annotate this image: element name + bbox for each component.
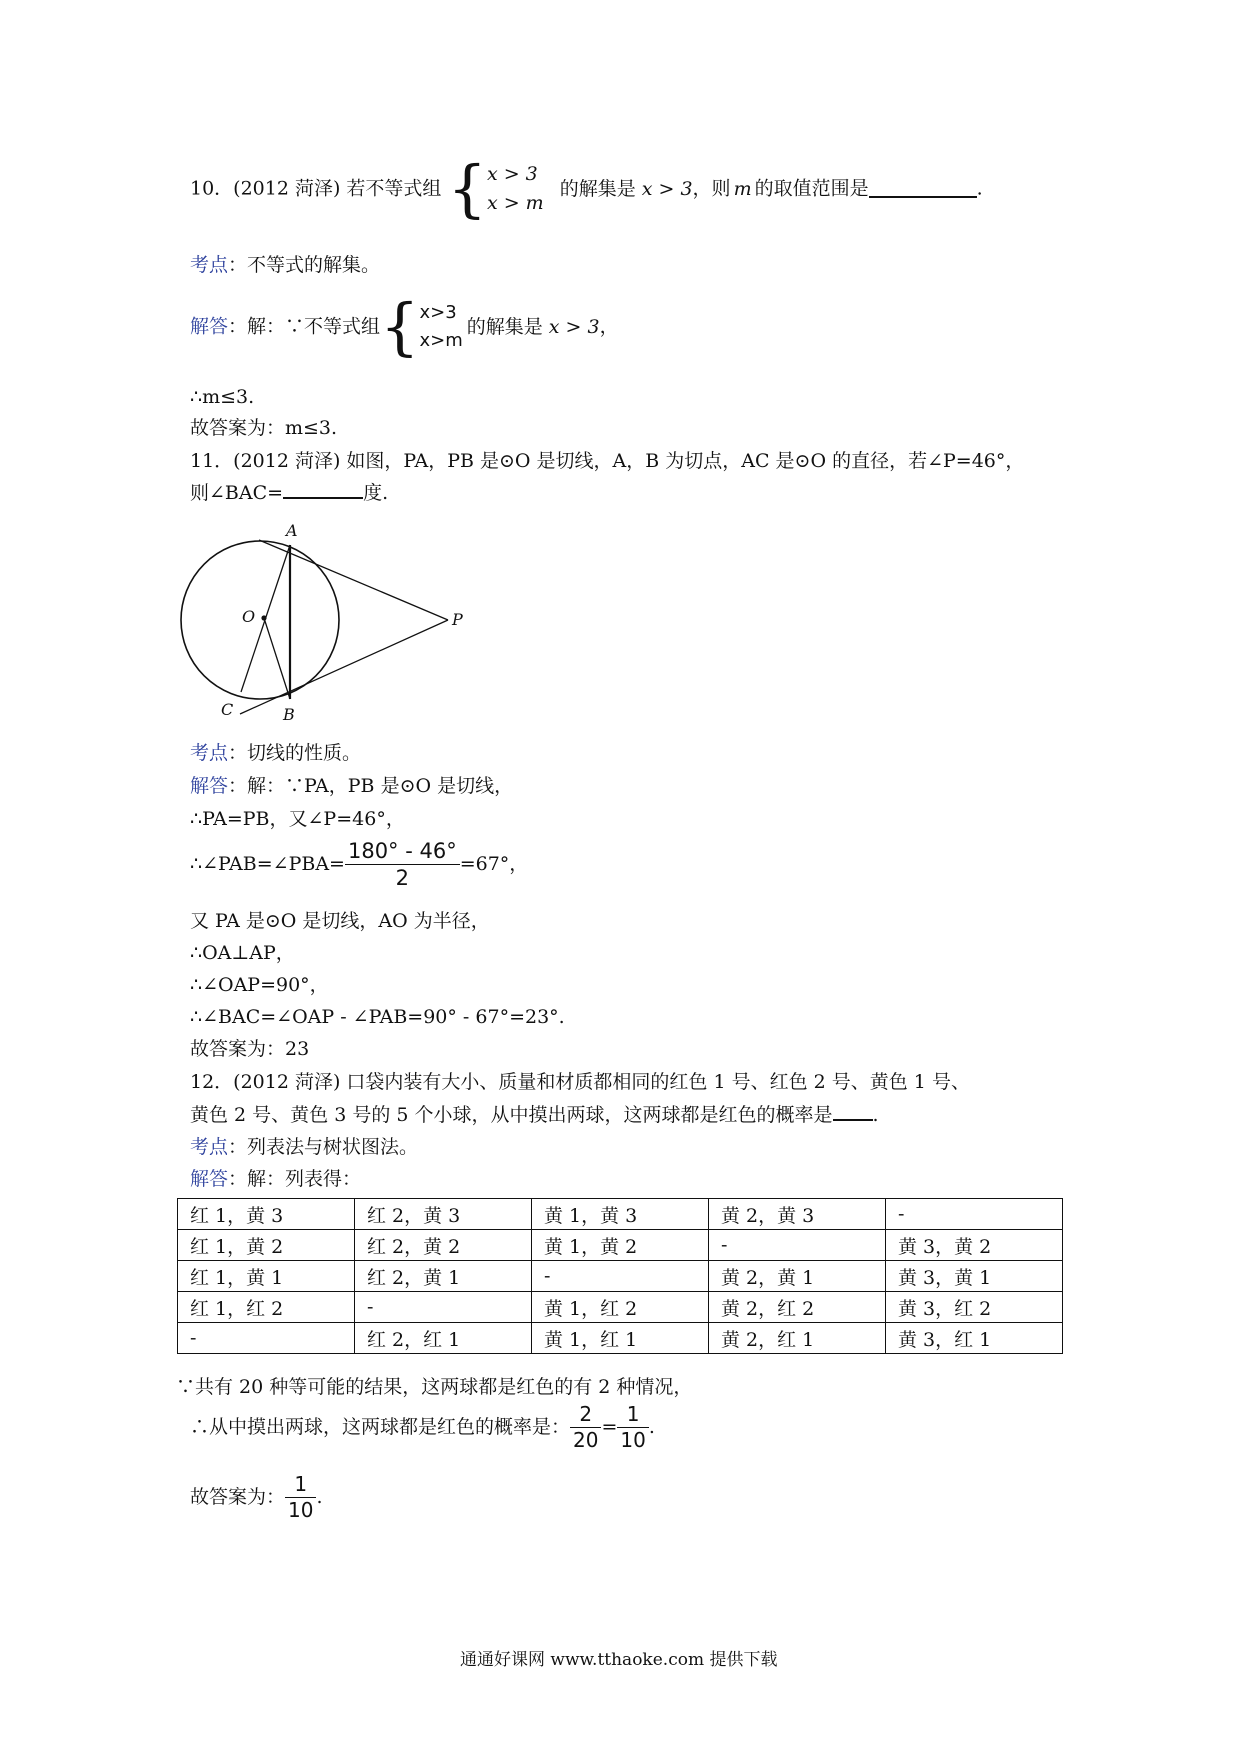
q12-prob-den1: 20 [573,1428,599,1452]
q10-question-prefix: 10．(2012 菏泽) 若不等式组 [190,177,442,200]
q11-answer-blank [283,497,363,499]
q12-answer-period: . [316,1486,323,1508]
q12-kaodian-label: 考点 [190,1136,229,1158]
q12-probability-line [190,1404,655,1460]
q12-prob-den2: 10 [620,1428,646,1452]
q12-prob-fraction-2 [617,1404,648,1451]
q10-jieda-label: 解答 [190,315,229,338]
q12-answer-den: 10 [288,1498,314,1522]
q12-total-line: ∵共有 20 种等可能的结果，这两球都是红色的有 2 种情况， [176,1376,693,1398]
q10-answer: 故答案为：m≤3. [190,417,338,439]
table-row [178,1230,1063,1261]
q10-ans-sys-line1: x>3 [419,302,457,324]
q10-sys-line2: x > m [486,192,544,214]
q12-question-line2-prefix: 黄色 2 号、黄色 3 号的 5 个小球，从中摸出两球，这两球都是红色的概率是 [190,1104,833,1126]
table-cell: 黄 2，黄 1 [709,1261,886,1292]
tangent-pb [240,620,448,714]
q11-step2-suffix: =67°， [459,853,529,876]
table-row [178,1323,1063,1354]
q11-step4: ∴OA⊥AP， [190,942,295,964]
radius-ob [264,618,290,699]
q11-figure [180,520,470,730]
circle-o [181,541,339,699]
q12-kaodian-text: ：列表法与树状图法。 [228,1136,419,1158]
q11-kaodian-label: 考点 [190,742,229,764]
table-cell: 黄 3，黄 2 [886,1230,1063,1261]
q12-outcome-table [177,1198,1063,1354]
q10-sys-line1: x > 3 [486,162,538,185]
table-cell: 黄 3，红 1 [886,1323,1063,1354]
table-cell: 红 1，黄 2 [178,1230,355,1261]
q10-question-mid: 的解集是 [559,177,636,200]
q10-ans-brace-icon: { [380,290,420,363]
q12-prob-prefix: ∴从中摸出两球，这两球都是红色的概率是： [190,1416,571,1438]
q11-step2-prefix: ∴∠PAB=∠PBA= [190,853,345,876]
label-o: O [242,607,256,626]
q10-ans-comma: ， [599,315,619,338]
q12-prob-period: . [648,1416,655,1438]
q11-question-line1: 11．(2012 菏泽) 如图，PA，PB 是⊙O 是切线，A，B 为切点，AC 是⊙O 的直径，若∠P=46°， [190,450,1025,472]
table-cell: 黄 2，黄 3 [709,1199,886,1230]
table-cell: 黄 2，红 2 [709,1292,886,1323]
q10-question [190,152,983,228]
q11-step1: ∴PA=PB，又∠P=46°， [190,808,405,830]
q10-ans-system [419,299,462,355]
q10-period: . [976,177,983,200]
table-cell: 黄 1，黄 2 [532,1230,709,1261]
q10-jieda [190,290,619,366]
q10-kaodian [190,256,380,275]
table-row [178,1261,1063,1292]
q11-step2 [190,840,528,898]
page-footer: 通通好课网 www.tthaoke.com 提供下载 [460,1650,778,1670]
q12-jieda-label: 解答 [190,1168,229,1190]
q12-question-line1: 12．(2012 菏泽) 口袋内装有大小、质量和材质都相同的红色 1 号、红色 2 号、黄色 1 号、 [190,1071,970,1093]
center-dot [261,615,266,620]
q11-jieda [190,777,513,796]
q12-prob-num1: 2 [570,1404,601,1428]
table-cell: - [886,1199,1063,1230]
table-cell: 黄 3，红 2 [886,1292,1063,1323]
table-cell: 红 1，黄 1 [178,1261,355,1292]
q11-question-line2-suffix: 度. [363,482,389,504]
q10-brace-icon: { [447,152,487,225]
q11-step2-den: 2 [395,866,410,891]
q10-question-cond: x > 3 [641,177,693,200]
q11-answer: 故答案为：23 [190,1038,310,1060]
q11-question-line2-prefix: 则∠BAC= [190,482,284,504]
table-cell: 黄 2，红 1 [709,1323,886,1354]
q11-step3: 又 PA 是⊙O 是切线，AO 为半径， [190,910,490,932]
table-cell: 黄 1，红 2 [532,1292,709,1323]
q12-answer-fraction [285,1474,316,1521]
q11-question-line2 [190,484,388,503]
q11-step5: ∴∠OAP=90°， [190,974,329,996]
q10-question-var: m [733,177,752,200]
q11-step2-num: 180° - 46° [345,840,460,865]
label-a: A [286,521,298,540]
table-cell: 红 2，黄 2 [355,1230,532,1261]
q10-ans-sys-line2: x>m [419,330,463,351]
q10-jieda-text: ：解：∵不等式组 [228,315,381,338]
q12-period: . [872,1104,879,1126]
q11-step6: ∴∠BAC=∠OAP - ∠PAB=90° - 67°=23°. [190,1006,565,1028]
table-row [178,1292,1063,1323]
q12-answer-prefix: 故答案为： [190,1486,286,1508]
q11-step2-fraction [345,840,460,889]
q12-prob-eq: = [601,1416,618,1438]
q10-answer-blank [869,180,977,198]
table-cell: 红 1，黄 3 [178,1199,355,1230]
table-cell: - [532,1261,709,1292]
q12-kaodian [190,1138,418,1157]
q11-jieda-label: 解答 [190,775,229,797]
table-cell: - [709,1230,886,1261]
q12-question-line2 [190,1106,879,1125]
table-cell: - [355,1292,532,1323]
q10-inequality-system [487,160,544,219]
q12-prob-fraction-1 [570,1404,601,1451]
label-b: B [283,705,295,724]
q10-ans-cond: x > 3 [548,315,600,338]
q12-jieda-text: ：解：列表得： [228,1168,362,1190]
table-cell: - [178,1323,355,1354]
label-p: P [452,610,463,629]
q12-answer-num: 1 [285,1474,316,1498]
table-cell: 红 1，红 2 [178,1292,355,1323]
q11-kaodian [190,744,361,763]
q10-ans-mid: 的解集是 [466,315,543,338]
q10-kaodian-label: 考点 [190,254,229,276]
table-cell: 红 2，红 1 [355,1323,532,1354]
table-cell: 黄 3，黄 1 [886,1261,1063,1292]
table-cell: 红 2，黄 1 [355,1261,532,1292]
table-cell: 黄 1，红 1 [532,1323,709,1354]
table-row [178,1199,1063,1230]
table-cell: 红 2，黄 3 [355,1199,532,1230]
q12-prob-num2: 1 [617,1404,648,1428]
q12-answer-blank [833,1119,873,1121]
q11-jieda-text: ：解：∵PA，PB 是⊙O 是切线， [228,775,514,797]
q10-question-tail: ，则 [692,177,731,200]
q10-question-end: 的取值范围是 [754,177,869,200]
q11-kaodian-text: ：切线的性质。 [228,742,362,764]
table-cell: 黄 1，黄 3 [532,1199,709,1230]
q12-answer-line [190,1474,323,1530]
label-c: C [221,700,234,719]
q10-kaodian-text: ：不等式的解集。 [228,254,381,276]
q10-therefore: ∴m≤3. [190,386,255,408]
q12-jieda [190,1170,361,1189]
